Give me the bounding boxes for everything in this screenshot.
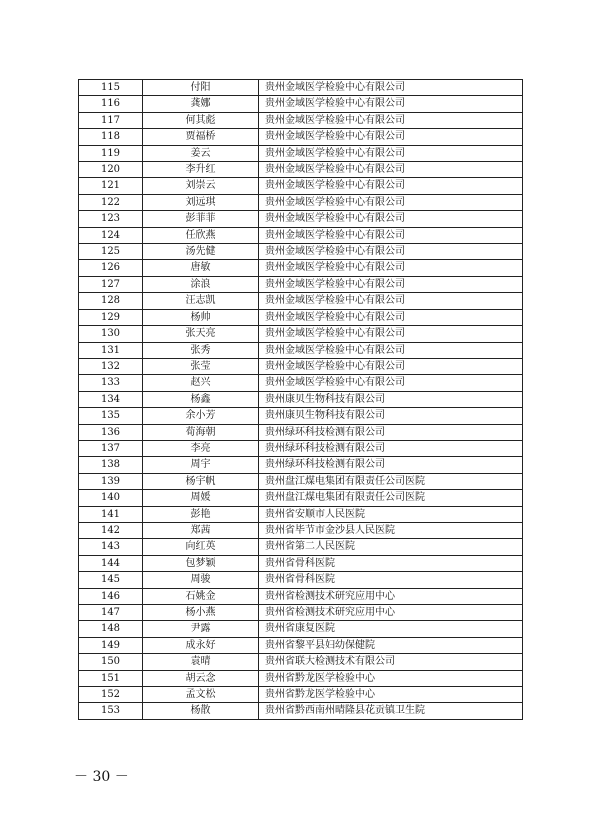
name-cell: 袁晴 bbox=[143, 654, 259, 670]
name-cell: 唐敏 bbox=[143, 260, 259, 276]
row-number-cell: 139 bbox=[79, 473, 143, 489]
table-row bbox=[79, 424, 523, 440]
name-cell: 余小芳 bbox=[143, 408, 259, 424]
organization-cell: 贵州金域医学检验中心有限公司 bbox=[259, 145, 523, 161]
table-row bbox=[79, 588, 523, 604]
table-row bbox=[79, 129, 523, 145]
name-cell: 张秀 bbox=[143, 342, 259, 358]
name-cell: 胡云念 bbox=[143, 670, 259, 686]
table-row bbox=[79, 178, 523, 194]
organization-cell: 贵州省第二人民医院 bbox=[259, 539, 523, 555]
table-row bbox=[79, 440, 523, 456]
table-row bbox=[79, 194, 523, 210]
table-row bbox=[79, 358, 523, 374]
row-number-cell: 119 bbox=[79, 145, 143, 161]
table-row bbox=[79, 276, 523, 292]
row-number-cell: 142 bbox=[79, 522, 143, 538]
row-number-cell: 126 bbox=[79, 260, 143, 276]
name-cell: 杨小燕 bbox=[143, 605, 259, 621]
row-number-cell: 129 bbox=[79, 309, 143, 325]
organization-cell: 贵州金域医学检验中心有限公司 bbox=[259, 112, 523, 128]
name-cell: 彭艳 bbox=[143, 506, 259, 522]
table-row bbox=[79, 670, 523, 686]
table-row bbox=[79, 539, 523, 555]
organization-cell: 贵州康贝生物科技有限公司 bbox=[259, 408, 523, 424]
row-number-cell: 148 bbox=[79, 621, 143, 637]
table-row bbox=[79, 637, 523, 653]
name-cell: 赵兴 bbox=[143, 375, 259, 391]
name-cell: 刘崇云 bbox=[143, 178, 259, 194]
name-cell: 周宇 bbox=[143, 457, 259, 473]
organization-cell: 贵州金域医学检验中心有限公司 bbox=[259, 96, 523, 112]
row-number-cell: 122 bbox=[79, 194, 143, 210]
name-cell: 杨鑫 bbox=[143, 391, 259, 407]
row-number-cell: 120 bbox=[79, 162, 143, 178]
name-cell: 贾福桥 bbox=[143, 129, 259, 145]
organization-cell: 贵州省检测技术研究应用中心 bbox=[259, 588, 523, 604]
row-number-cell: 131 bbox=[79, 342, 143, 358]
roster-body bbox=[79, 80, 523, 720]
organization-cell: 贵州金域医学检验中心有限公司 bbox=[259, 309, 523, 325]
row-number-cell: 152 bbox=[79, 687, 143, 703]
name-cell: 尹露 bbox=[143, 621, 259, 637]
organization-cell: 贵州省骨科医院 bbox=[259, 555, 523, 571]
table-row bbox=[79, 490, 523, 506]
organization-cell: 贵州金域医学检验中心有限公司 bbox=[259, 375, 523, 391]
table-row bbox=[79, 112, 523, 128]
organization-cell: 贵州金域医学检验中心有限公司 bbox=[259, 326, 523, 342]
organization-cell: 贵州盘江煤电集团有限责任公司医院 bbox=[259, 473, 523, 489]
name-cell: 张莹 bbox=[143, 358, 259, 374]
row-number-cell: 145 bbox=[79, 572, 143, 588]
table-row bbox=[79, 687, 523, 703]
organization-cell: 贵州金域医学检验中心有限公司 bbox=[259, 342, 523, 358]
table-row bbox=[79, 391, 523, 407]
organization-cell: 贵州盘江煤电集团有限责任公司医院 bbox=[259, 490, 523, 506]
row-number-cell: 150 bbox=[79, 654, 143, 670]
name-cell: 成永好 bbox=[143, 637, 259, 653]
row-number-cell: 132 bbox=[79, 358, 143, 374]
name-cell: 彭菲菲 bbox=[143, 211, 259, 227]
row-number-cell: 130 bbox=[79, 326, 143, 342]
row-number-cell: 115 bbox=[79, 80, 143, 96]
organization-cell: 贵州省毕节市金沙县人民医院 bbox=[259, 522, 523, 538]
organization-cell: 贵州省康复医院 bbox=[259, 621, 523, 637]
organization-cell: 贵州绿环科技检测有限公司 bbox=[259, 424, 523, 440]
row-number-cell: 151 bbox=[79, 670, 143, 686]
organization-cell: 贵州金域医学检验中心有限公司 bbox=[259, 178, 523, 194]
table-row bbox=[79, 293, 523, 309]
table-row bbox=[79, 572, 523, 588]
table-row bbox=[79, 211, 523, 227]
name-cell: 向红英 bbox=[143, 539, 259, 555]
row-number-cell: 146 bbox=[79, 588, 143, 604]
row-number-cell: 116 bbox=[79, 96, 143, 112]
name-cell: 孟文松 bbox=[143, 687, 259, 703]
row-number-cell: 137 bbox=[79, 440, 143, 456]
organization-cell: 贵州康贝生物科技有限公司 bbox=[259, 391, 523, 407]
organization-cell: 贵州省黔西南州晴隆县花贡镇卫生院 bbox=[259, 703, 523, 719]
table-row bbox=[79, 80, 523, 96]
table-row bbox=[79, 260, 523, 276]
table-row bbox=[79, 244, 523, 260]
row-number-cell: 121 bbox=[79, 178, 143, 194]
name-cell: 任欣燕 bbox=[143, 227, 259, 243]
table-row bbox=[79, 96, 523, 112]
table-row bbox=[79, 621, 523, 637]
name-cell: 包梦颖 bbox=[143, 555, 259, 571]
table-row bbox=[79, 145, 523, 161]
row-number-cell: 153 bbox=[79, 703, 143, 719]
organization-cell: 贵州金域医学检验中心有限公司 bbox=[259, 260, 523, 276]
table-row bbox=[79, 408, 523, 424]
name-cell: 郑茜 bbox=[143, 522, 259, 538]
table-row bbox=[79, 654, 523, 670]
table-row bbox=[79, 227, 523, 243]
row-number-cell: 143 bbox=[79, 539, 143, 555]
table-row bbox=[79, 342, 523, 358]
organization-cell: 贵州省安顺市人民医院 bbox=[259, 506, 523, 522]
organization-cell: 贵州省检测技术研究应用中心 bbox=[259, 605, 523, 621]
row-number-cell: 133 bbox=[79, 375, 143, 391]
row-number-cell: 147 bbox=[79, 605, 143, 621]
organization-cell: 贵州金域医学检验中心有限公司 bbox=[259, 80, 523, 96]
table-row bbox=[79, 605, 523, 621]
organization-cell: 贵州省黎平县妇幼保健院 bbox=[259, 637, 523, 653]
table-row bbox=[79, 309, 523, 325]
organization-cell: 贵州金域医学检验中心有限公司 bbox=[259, 194, 523, 210]
row-number-cell: 124 bbox=[79, 227, 143, 243]
organization-cell: 贵州省骨科医院 bbox=[259, 572, 523, 588]
organization-cell: 贵州省联大检测技术有限公司 bbox=[259, 654, 523, 670]
table-row bbox=[79, 162, 523, 178]
organization-cell: 贵州金域医学检验中心有限公司 bbox=[259, 211, 523, 227]
table-row bbox=[79, 522, 523, 538]
row-number-cell: 128 bbox=[79, 293, 143, 309]
name-cell: 张天亮 bbox=[143, 326, 259, 342]
name-cell: 涂浪 bbox=[143, 276, 259, 292]
row-number-cell: 149 bbox=[79, 637, 143, 653]
organization-cell: 贵州绿环科技检测有限公司 bbox=[259, 457, 523, 473]
name-cell: 龚娜 bbox=[143, 96, 259, 112]
organization-cell: 贵州金域医学检验中心有限公司 bbox=[259, 276, 523, 292]
name-cell: 刘远琪 bbox=[143, 194, 259, 210]
name-cell: 姜云 bbox=[143, 145, 259, 161]
name-cell: 汤先健 bbox=[143, 244, 259, 260]
row-number-cell: 127 bbox=[79, 276, 143, 292]
row-number-cell: 140 bbox=[79, 490, 143, 506]
organization-cell: 贵州金域医学检验中心有限公司 bbox=[259, 162, 523, 178]
name-cell: 杨散 bbox=[143, 703, 259, 719]
name-cell: 李升红 bbox=[143, 162, 259, 178]
name-cell: 何其彪 bbox=[143, 112, 259, 128]
organization-cell: 贵州金域医学检验中心有限公司 bbox=[259, 358, 523, 374]
page-number: － 30 － bbox=[74, 769, 129, 785]
organization-cell: 贵州省黔龙医学检验中心 bbox=[259, 670, 523, 686]
organization-cell: 贵州金域医学检验中心有限公司 bbox=[259, 227, 523, 243]
name-cell: 杨帅 bbox=[143, 309, 259, 325]
row-number-cell: 117 bbox=[79, 112, 143, 128]
row-number-cell: 141 bbox=[79, 506, 143, 522]
name-cell: 周媛 bbox=[143, 490, 259, 506]
name-cell: 李亮 bbox=[143, 440, 259, 456]
roster-table bbox=[78, 79, 523, 720]
row-number-cell: 136 bbox=[79, 424, 143, 440]
organization-cell: 贵州金域医学检验中心有限公司 bbox=[259, 129, 523, 145]
name-cell: 杨宇帆 bbox=[143, 473, 259, 489]
name-cell: 石姚金 bbox=[143, 588, 259, 604]
name-cell: 付阳 bbox=[143, 80, 259, 96]
table-row bbox=[79, 326, 523, 342]
name-cell: 荀海朝 bbox=[143, 424, 259, 440]
name-cell: 周骏 bbox=[143, 572, 259, 588]
row-number-cell: 125 bbox=[79, 244, 143, 260]
table-row bbox=[79, 703, 523, 719]
table-row bbox=[79, 506, 523, 522]
row-number-cell: 135 bbox=[79, 408, 143, 424]
row-number-cell: 123 bbox=[79, 211, 143, 227]
row-number-cell: 144 bbox=[79, 555, 143, 571]
organization-cell: 贵州绿环科技检测有限公司 bbox=[259, 440, 523, 456]
row-number-cell: 134 bbox=[79, 391, 143, 407]
table-row bbox=[79, 375, 523, 391]
row-number-cell: 118 bbox=[79, 129, 143, 145]
name-cell: 汪志凯 bbox=[143, 293, 259, 309]
table-row bbox=[79, 457, 523, 473]
organization-cell: 贵州省黔龙医学检验中心 bbox=[259, 687, 523, 703]
organization-cell: 贵州金域医学检验中心有限公司 bbox=[259, 293, 523, 309]
table-row bbox=[79, 555, 523, 571]
row-number-cell: 138 bbox=[79, 457, 143, 473]
table-row bbox=[79, 473, 523, 489]
organization-cell: 贵州金域医学检验中心有限公司 bbox=[259, 244, 523, 260]
